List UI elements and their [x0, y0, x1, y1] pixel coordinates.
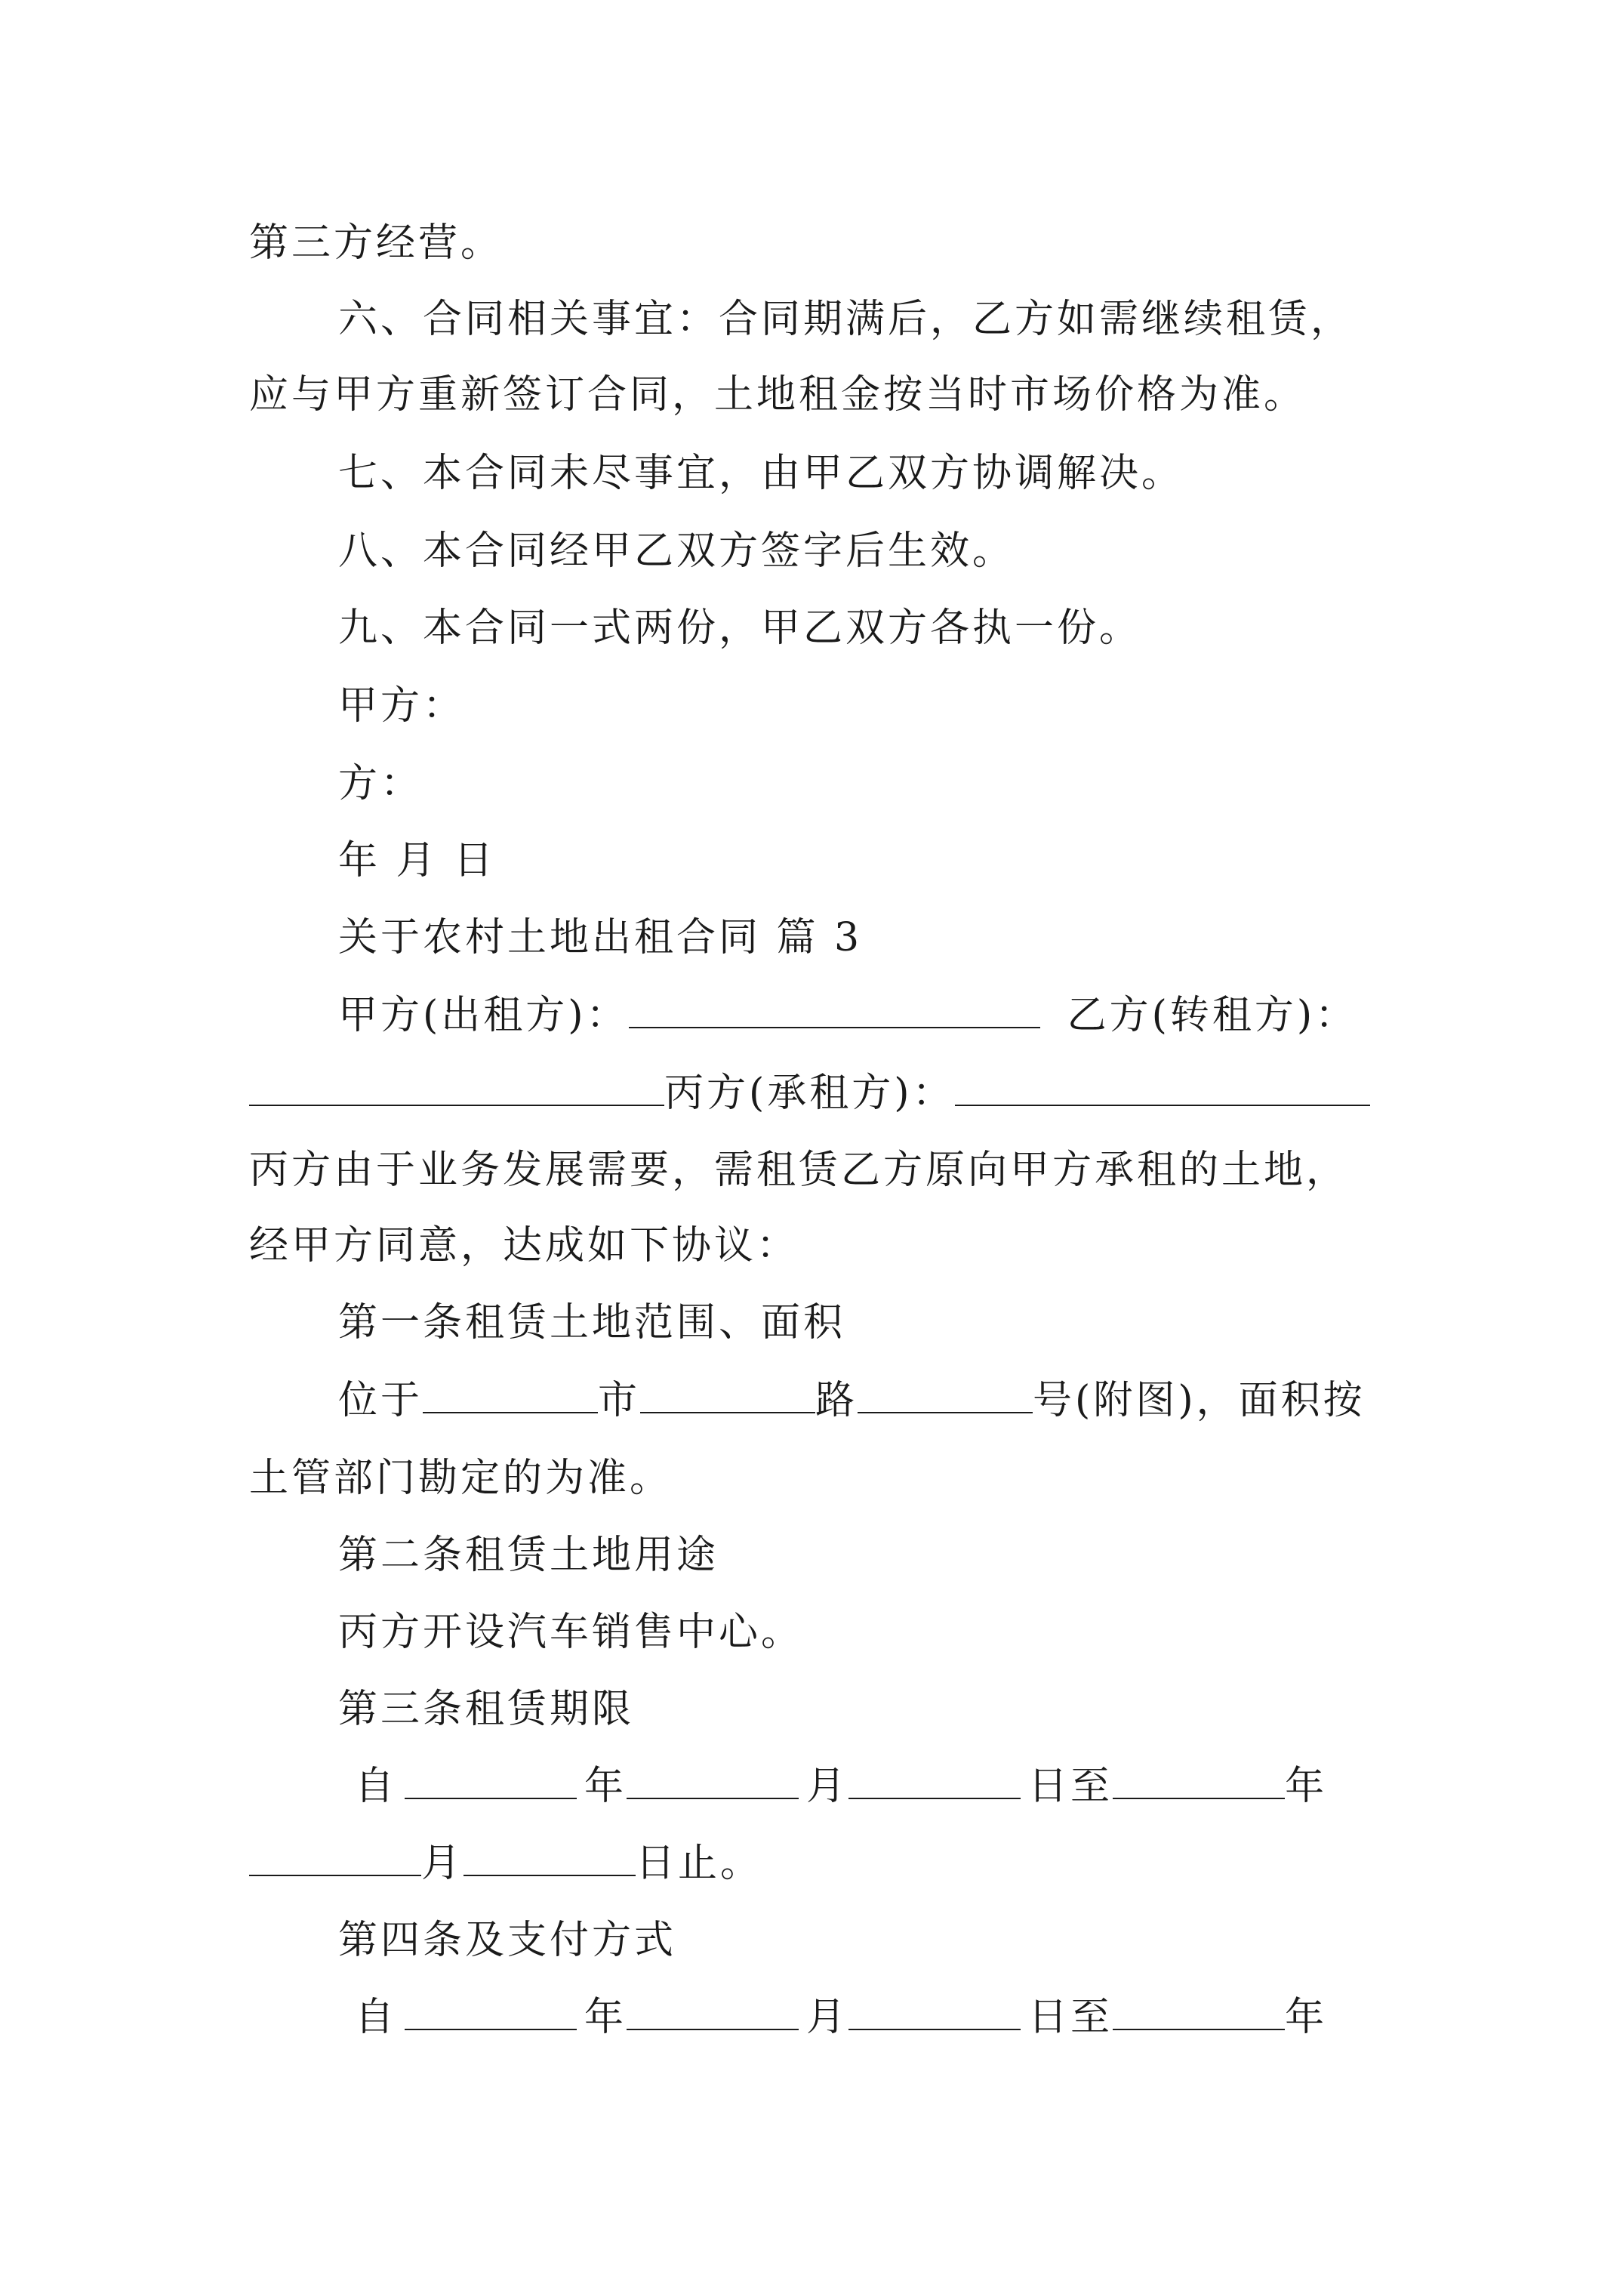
parties-line-1: [338, 993, 1357, 1038]
party-b-label: 乙方(转租方)：: [1067, 993, 1358, 1038]
article-3-title: 第三条租赁期限: [338, 1687, 635, 1732]
year-label: 年: [584, 1764, 627, 1809]
start-month-blank: [627, 1996, 799, 2030]
party-b-signature: 方：: [338, 761, 423, 806]
end-month-blank: [249, 1841, 421, 1876]
month-label: 月: [421, 1841, 464, 1886]
year-label: 年: [1285, 1995, 1328, 2040]
month-label: 月: [806, 1995, 849, 2040]
city-label: 市: [598, 1378, 641, 1423]
day-to-label: 日至: [1028, 1764, 1113, 1809]
preamble-line-1: 丙方由于业务发展需要，需租赁乙方原向甲方承租的土地，: [249, 1148, 1349, 1193]
party-a-blank: [629, 994, 1040, 1028]
road-blank: [640, 1379, 815, 1413]
city-blank: [423, 1379, 598, 1413]
year-label: 年: [1285, 1764, 1328, 1809]
article-4-title: 第四条及支付方式: [338, 1918, 677, 1963]
number-blank: [858, 1379, 1033, 1413]
article-2-body: 丙方开设汽车销售中心。: [338, 1610, 804, 1655]
article-2-title: 第二条租赁土地用途: [338, 1533, 719, 1578]
end-label: 日止。: [636, 1841, 763, 1886]
article-1-area: 土管部门勘定的为准。: [249, 1456, 673, 1501]
end-year-blank: [1113, 1764, 1285, 1799]
text-line: 第三方经营。: [249, 220, 504, 266]
article-3-period-line-2: [249, 1841, 762, 1886]
start-day-blank: [848, 1996, 1021, 2030]
party-a-signature: 甲方：: [338, 683, 466, 729]
road-label: 路: [815, 1378, 858, 1423]
month-label: 月: [806, 1764, 849, 1809]
end-year-blank: [1113, 1996, 1285, 2030]
day-to-label: 日至: [1028, 1995, 1113, 2040]
year-label: 年: [584, 1995, 627, 2040]
signature-date: 年 月 日: [338, 838, 497, 883]
start-month-blank: [627, 1764, 799, 1799]
section-title: 关于农村土地出租合同 篇 3: [338, 915, 863, 960]
clause-7: 七、本合同未尽事宜，由甲乙双方协调解决。: [338, 451, 1184, 496]
end-day-blank: [463, 1841, 636, 1876]
start-day-blank: [848, 1764, 1021, 1799]
clause-8: 八、本合同经甲乙双方签字后生效。: [338, 529, 1015, 574]
party-b-blank: [249, 1071, 664, 1106]
article-4-period-line-1: [355, 1995, 1327, 2040]
start-year-blank: [405, 1764, 577, 1799]
parties-line-2: [249, 1071, 1370, 1116]
party-c-label: 丙方(承租方)：: [664, 1071, 955, 1116]
article-3-period-line-1: [355, 1764, 1327, 1809]
location-prefix: 位于: [338, 1378, 423, 1423]
number-label: 号(附图)，面积按: [1033, 1378, 1366, 1423]
article-1-title: 第一条租赁土地范围、面积: [338, 1300, 846, 1345]
from-label: 自: [355, 1995, 398, 2040]
party-c-blank: [955, 1071, 1370, 1106]
start-year-blank: [405, 1996, 577, 2030]
party-a-label: 甲方(出租方)：: [338, 993, 629, 1038]
from-label: 自: [355, 1764, 398, 1809]
clause-6-line-1: 六、合同相关事宜：合同期满后，乙方如需继续租赁，: [338, 297, 1354, 342]
article-1-location: [338, 1378, 1366, 1423]
clause-9: 九、本合同一式两份，甲乙双方各执一份。: [338, 606, 1142, 651]
preamble-line-2: 经甲方同意，达成如下协议：: [249, 1223, 799, 1268]
clause-6-line-2: 应与甲方重新签订合同，土地租金按当时市场价格为准。: [249, 372, 1307, 418]
